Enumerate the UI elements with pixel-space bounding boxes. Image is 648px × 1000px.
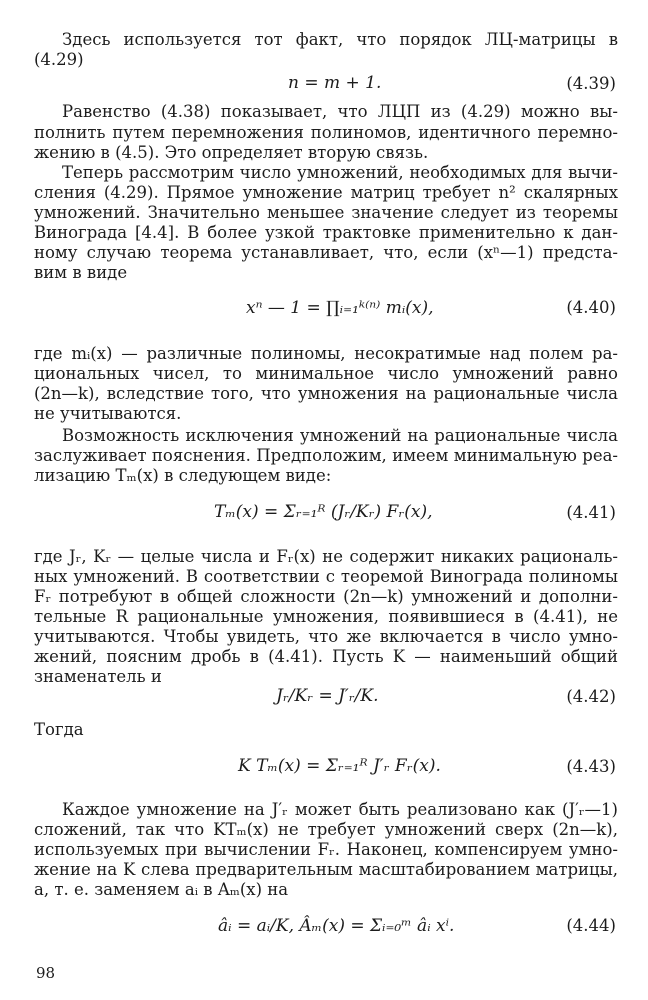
text-line: лизацию Tₘ(x) в следующем виде: — [34, 466, 332, 485]
text-line: Каждое умножение на J′ᵣ может быть реализовано как (J′ᵣ—1) — [62, 800, 618, 819]
text-line: жений, поясним дробь в (4.41). Пусть K — наименьший общий — [34, 647, 618, 666]
equation-number: (4.42) — [566, 687, 616, 706]
equation-4-41: Tₘ(x) = Σᵣ₌₁ᴿ (Jᵣ/Kᵣ) Fᵣ(x), — [214, 502, 433, 522]
text-line: сления (4.29). Прямое умножение матриц требует n² скалярных — [34, 183, 618, 202]
equation-4-40: xⁿ — 1 = ∏ᵢ₌₁ᵏ⁽ⁿ⁾ mᵢ(x), — [246, 298, 434, 318]
equation-number: (4.40) — [566, 298, 616, 317]
text-line: не учитываются. — [34, 404, 182, 423]
text-line: Fᵣ потребуют в общей сложности (2n—k) умножений и дополни- — [34, 587, 618, 606]
text-line: знаменатель и — [34, 667, 162, 686]
text-line: Возможность исключения умножений на рациональные числа — [62, 426, 618, 445]
text-line: сложений, так что KTₘ(x) не требует умножений сверх (2n—k), — [34, 820, 618, 839]
text-line: Равенство (4.38) показывает, что ЛЦП из (4.29) можно вы- — [62, 102, 618, 121]
page-number: 98 — [36, 964, 56, 982]
text-line: заслуживает пояснения. Предположим, имеем минимальную реа- — [34, 446, 618, 465]
text-line: циональных чисел, то минимальное число умножений равно — [34, 364, 618, 383]
equation-4-44: âᵢ = aᵢ/K, Âₘ(x) = Σᵢ₌₀ᵐ âᵢ xⁱ. — [218, 916, 455, 936]
text-line: где mᵢ(x) — различные полиномы, несократимые над полем ра- — [34, 344, 618, 363]
equation-4-42: Jᵣ/Kᵣ = J′ᵣ/K. — [276, 686, 379, 706]
equation-4-43: K Tₘ(x) = Σᵣ₌₁ᴿ J′ᵣ Fᵣ(x). — [238, 756, 441, 776]
text-line: где Jᵣ, Kᵣ — целые числа и Fᵣ(x) не содержит никаких рациональ- — [34, 547, 618, 566]
text-line: Винограда [4.4]. В более узкой трактовке применительно к дан- — [34, 223, 618, 242]
equation-number: (4.39) — [566, 74, 616, 93]
equation-number: (4.44) — [566, 916, 616, 935]
text-line: вим в виде — [34, 263, 128, 282]
text-line: жение на K слева предварительным масштабированием матрицы, — [34, 860, 618, 879]
text-line: умножений. Значительно меньшее значение следует из теоремы — [34, 203, 618, 222]
equation-number: (4.43) — [566, 757, 616, 776]
text-line: используемых при вычислении Fᵣ. Наконец, компенсируем умно- — [34, 840, 618, 859]
text-line: (2n—k), вследствие того, что умножения на рациональные числа — [34, 384, 618, 403]
text-line: тельные R рациональные умножения, появившиеся в (4.41), не — [34, 607, 618, 626]
text-line: жению в (4.5). Это определяет вторую связь. — [34, 143, 429, 162]
equation-number: (4.41) — [566, 503, 616, 522]
text-line: полнить путем перемножения полиномов, идентичного перемно- — [34, 123, 618, 142]
text-line: Теперь рассмотрим число умножений, необходимых для вычи- — [62, 163, 618, 182]
equation-4-39: n = m + 1. — [288, 73, 382, 93]
text-line: учитываются. Чтобы увидеть, что же включается в число умно- — [34, 627, 618, 646]
text-line: (4.29) — [34, 50, 84, 69]
text-line: Здесь используется тот факт, что порядок ЛЦ-матрицы в — [62, 30, 618, 49]
text-line: ных умножений. В соответствии с теоремой Винограда полиномы — [34, 567, 618, 586]
text-line: ному случаю теорема устанавливает, что, если (xⁿ—1) предста- — [34, 243, 618, 262]
text-line: Тогда — [34, 720, 84, 739]
text-line: a, т. е. заменяем aᵢ в Aₘ(x) на — [34, 880, 289, 899]
